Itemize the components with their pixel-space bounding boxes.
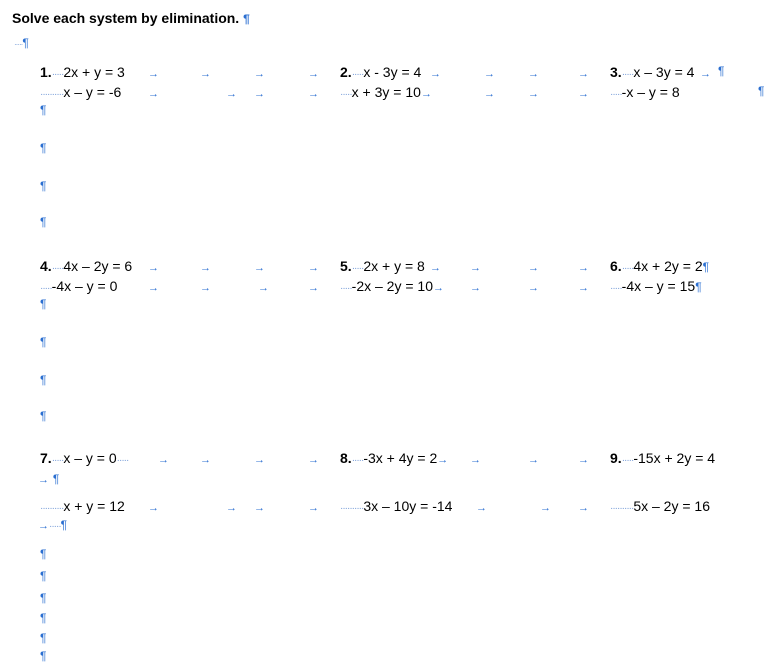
pilcrow-mark: ¶ [40, 547, 47, 561]
pilcrow-mark: ¶ [40, 179, 47, 193]
pilcrow-mark: ¶ [40, 409, 47, 423]
problem-3-equation-1: 3.·····x – 3y = 4 [610, 64, 695, 80]
pilcrow-mark: ¶ [243, 12, 250, 26]
tab-mark: → [226, 502, 237, 514]
tab-mark: → [578, 502, 589, 514]
equation: 4x + 2y = 2 [633, 258, 703, 274]
problem-4-equation-2: ·····-4x – y = 0 [40, 278, 118, 294]
pilcrow-mark: ¶ [40, 569, 47, 583]
tab-mark: → [470, 282, 481, 294]
problem-9-equation-1: 9.·····-15x + 2y = 4 [610, 450, 716, 466]
tab-mark: → [700, 68, 711, 80]
tab-mark: → [578, 282, 589, 294]
problem-2-equation-2: ·····x + 3y = 10→ [340, 84, 432, 100]
tab-mark: → [528, 68, 539, 80]
equation: x + y = 12 [63, 498, 125, 514]
equation: -15x + 2y = 4 [633, 450, 716, 466]
tab-mark: → [308, 262, 319, 274]
tab-mark: → [158, 454, 169, 466]
pilcrow-mark: ¶ [40, 215, 47, 229]
equation: -x – y = 8 [621, 84, 680, 100]
problem-4-equation-1: 4.·····4x – 2y = 6 [40, 258, 133, 274]
tab-mark: → [200, 262, 211, 274]
tab-mark: → [254, 88, 265, 100]
tab-mark: → [308, 454, 319, 466]
pilcrow-mark: ¶ [40, 141, 47, 155]
problem-5-equation-2: ·····-2x – 2y = 10→ [340, 278, 444, 294]
problem-number: 2. [340, 64, 352, 80]
tab-mark: → [308, 88, 319, 100]
page-title: Solve each system by elimination. ¶ [12, 10, 250, 26]
equation: x - 3y = 4 [363, 64, 422, 80]
tab-mark: → [148, 262, 159, 274]
tab-mark: → [254, 68, 265, 80]
tab-mark: → [528, 454, 539, 466]
tab-mark: → [430, 68, 441, 80]
equation: 4x – 2y = 6 [63, 258, 133, 274]
equation: x – y = 0 [63, 450, 117, 466]
tab-mark: → [226, 88, 237, 100]
tab-mark: → [430, 262, 441, 274]
equation: 3x – 10y = -14 [363, 498, 453, 514]
problem-number: 7. [40, 450, 52, 466]
problem-9-equation-2: ··········5x – 2y = 16 [610, 498, 710, 514]
problem-2-equation-1: 2.·····x - 3y = 4 [340, 64, 422, 80]
tab-mark: → [528, 282, 539, 294]
pilcrow-mark: ¶ [40, 591, 47, 605]
problem-3-equation-2: ·····-x – y = 8 [610, 84, 680, 100]
tab-mark: → [200, 68, 211, 80]
problem-number: 8. [340, 450, 352, 466]
tab-mark: → [308, 68, 319, 80]
equation: -4x – y = 0 [51, 278, 118, 294]
problem-number: 6. [610, 258, 622, 274]
tab-mark: → [258, 282, 269, 294]
problem-6-equation-2: ·····-4x – y = 15¶ [610, 278, 702, 294]
pilcrow-mark: ¶ [40, 335, 47, 349]
pilcrow-mark: ¶ [40, 373, 47, 387]
tab-mark: → [254, 454, 265, 466]
tab-mark: → [578, 68, 589, 80]
tab-mark: → [148, 502, 159, 514]
equation: -2x – 2y = 10 [351, 278, 433, 294]
equation: x – 3y = 4 [633, 64, 695, 80]
problem-number: 3. [610, 64, 622, 80]
pilcrow-mark: ¶ [718, 64, 725, 78]
pilcrow-mark: ¶ [40, 631, 47, 645]
tab-mark: → [308, 282, 319, 294]
tab-mark: → [200, 454, 211, 466]
equation: -3x + 4y = 2 [363, 450, 438, 466]
tab-mark: → [148, 282, 159, 294]
empty-paragraph: → ¶ [38, 472, 60, 486]
tab-mark: → [200, 282, 211, 294]
tab-mark: → [484, 88, 495, 100]
problem-number: 9. [610, 450, 622, 466]
tab-mark: → [540, 502, 551, 514]
equation: 2x + y = 3 [63, 64, 125, 80]
tab-mark: → [470, 262, 481, 274]
problem-5-equation-1: 5.·····2x + y = 8 [340, 258, 425, 274]
tab-mark: → [470, 454, 481, 466]
equation: 2x + y = 8 [363, 258, 425, 274]
tab-mark: → [578, 88, 589, 100]
equation: -4x – y = 15 [621, 278, 696, 294]
problem-1-equation-2: ··········x – y = -6 [40, 84, 122, 100]
problem-7-equation-2: ··········x + y = 12 [40, 498, 125, 514]
tab-mark: → [484, 68, 495, 80]
tab-mark: → [476, 502, 487, 514]
tab-mark: → [254, 502, 265, 514]
pilcrow-mark: ¶ [40, 649, 47, 663]
tab-mark: → [528, 262, 539, 274]
problem-number: 5. [340, 258, 352, 274]
pilcrow-mark: ¶ [40, 297, 47, 311]
problem-8-equation-2: ··········3x – 10y = -14 [340, 498, 453, 514]
pilcrow-mark: ¶ [40, 611, 47, 625]
equation: x + 3y = 10 [351, 84, 421, 100]
tab-mark: → [254, 262, 265, 274]
tab-mark: → [148, 88, 159, 100]
equation: x – y = -6 [63, 84, 122, 100]
problem-1-equation-1: 1.·····2x + y = 3 [40, 64, 125, 80]
empty-paragraph: ·····¶ [14, 36, 29, 50]
empty-paragraph: →·····¶ [38, 518, 68, 532]
problem-number: 4. [40, 258, 52, 274]
tab-mark: → [578, 454, 589, 466]
tab-mark: → [578, 262, 589, 274]
problem-6-equation-1: 6.·····4x + 2y = 2¶ [610, 258, 710, 274]
tab-mark: → [308, 502, 319, 514]
problem-7-equation-1: 7.·····x – y = 0····· [40, 450, 129, 466]
problem-number: 1. [40, 64, 52, 80]
problem-8-equation-1: 8.·····-3x + 4y = 2→ [340, 450, 449, 466]
tab-mark: → [148, 68, 159, 80]
pilcrow-mark: ¶ [40, 103, 47, 117]
pilcrow-mark: ¶ [758, 84, 765, 98]
equation: 5x – 2y = 16 [633, 498, 710, 514]
tab-mark: → [528, 88, 539, 100]
